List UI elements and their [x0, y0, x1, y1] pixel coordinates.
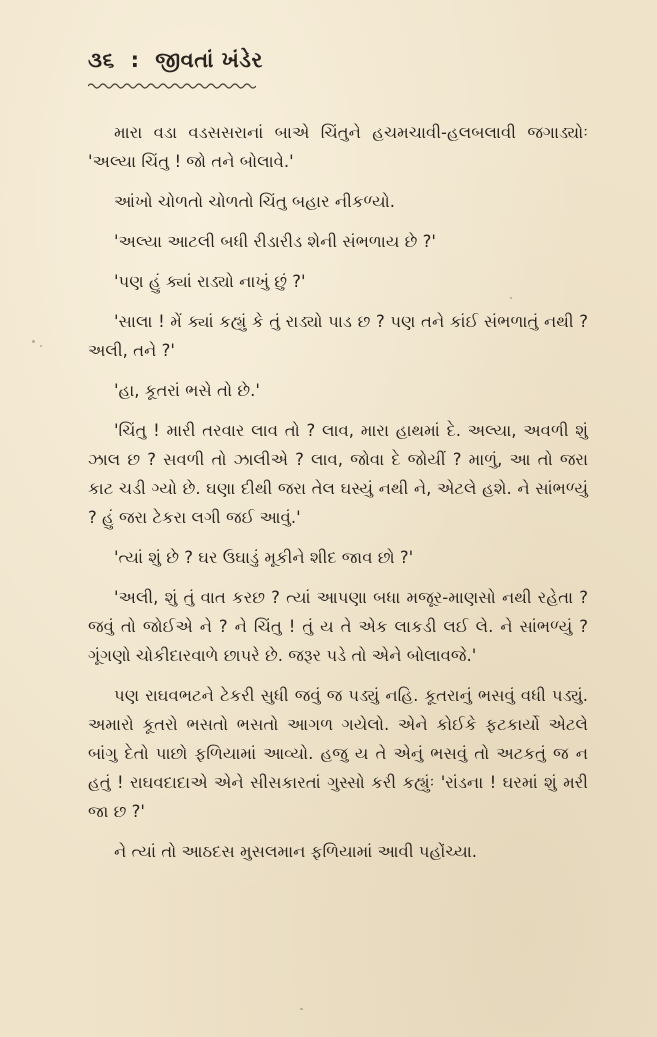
paragraph: 'ત્યાં શું છે ? ઘર ઉઘાડું મૂકીને શીદ જાવ છો ?'	[114, 548, 414, 567]
paper-speck	[32, 340, 35, 343]
chapter-header	[88, 48, 263, 73]
paper-speck	[510, 297, 512, 299]
paragraph: 'હા, કૂતરાં ભસે તો છે.'	[114, 381, 260, 400]
paragraph: 'પણ હું ક્યાં રાડ્યો નાખું છું ?'	[114, 272, 306, 291]
body-text	[88, 118, 588, 877]
chapter-separator: :	[130, 48, 140, 72]
chapter-number: ૩૬	[88, 48, 115, 72]
paragraph: 'અલ્યા આટલી બધી રીડારીડ શેની સંભળાય છે ?'	[114, 232, 436, 251]
chapter-title: જીવતાં ખંડેર	[155, 48, 263, 72]
paragraph: 'સાલા ! મેં ક્યાં કહ્યું કે તું રાડ્યો પાડ છ ? પણ તને કાંઈ સંભળાતું નથી ? અલી, તને ?'	[88, 312, 588, 360]
paragraph: ને ત્યાં તો આઠદસ મુસલમાન ફળિયામાં આવી પહોંચ્યા.	[114, 842, 477, 861]
paragraph: મારા વડા વડસસરાનાં બાએ ચિંતુને હચમચાવી-હલબલાવી જગાડ્યોઃ 'અલ્યા ચિંતુ ! જો તને બોલાવે.'	[88, 123, 588, 171]
paper-speck	[40, 345, 42, 347]
paper-speck	[300, 1008, 303, 1010]
paragraph: આંખો ચોળતો ચોળતો ચિંતુ બહાર નીકળ્યો.	[114, 192, 396, 211]
paragraph: 'ચિંતુ ! મારી તરવાર લાવ તો ? લાવ, મારા હાથમાં દે. અલ્યા, અવળી શું ઝાલ છ ? સવળી તો ઝાલીએ ? લાવ, જોવા દે જોયીં ? માળું, આ તો જરા કાટ ચડી ગ્યો છે. ઘણા દીથી જરા તેલ ઘસ્યું નથી ને, એટલે હશે. ને સાંભળ્યું ? હું જરા ટેકરા લગી જઈ આવું.'	[88, 421, 588, 527]
paragraph: 'અલી, શું તું વાત કરછ ? ત્યાં આપણા બધા મજૂર-માણસો નથી રહેતા ? જવું તો જોઈએ ને ? ને ચિંતુ ! તું ય તે એક લાકડી લઈ લે. ને સાંભળ્યું ? ગૂંગણો ચોકીદારવાળે છાપરે છે. જરૂર પડે તો એને બોલાવજે.'	[88, 588, 588, 665]
decorative-wavy-rule	[88, 82, 256, 90]
paragraph: પણ રાઘવભટને ટેકરી સુધી જવું જ પડ્યું નહિ. કૂતરાનું ભસવું વધી પડ્યું. અમારો કૂતરો ભસતો ભસતો આગળ ગયેલો. એને કોઈકે ફટકાર્યો એટલે બાંગુ દેતો પાછો ફળિયામાં આવ્યો. હજુ ય તે એનું ભસવું તો અટકતું જ ન હતું ! રાઘવદાદાએ એને સીસકારતાં ગુસ્સો કરી કહ્યુંઃ 'રાંડના ! ઘરમાં શું મરી જા છ ?'	[88, 686, 588, 821]
